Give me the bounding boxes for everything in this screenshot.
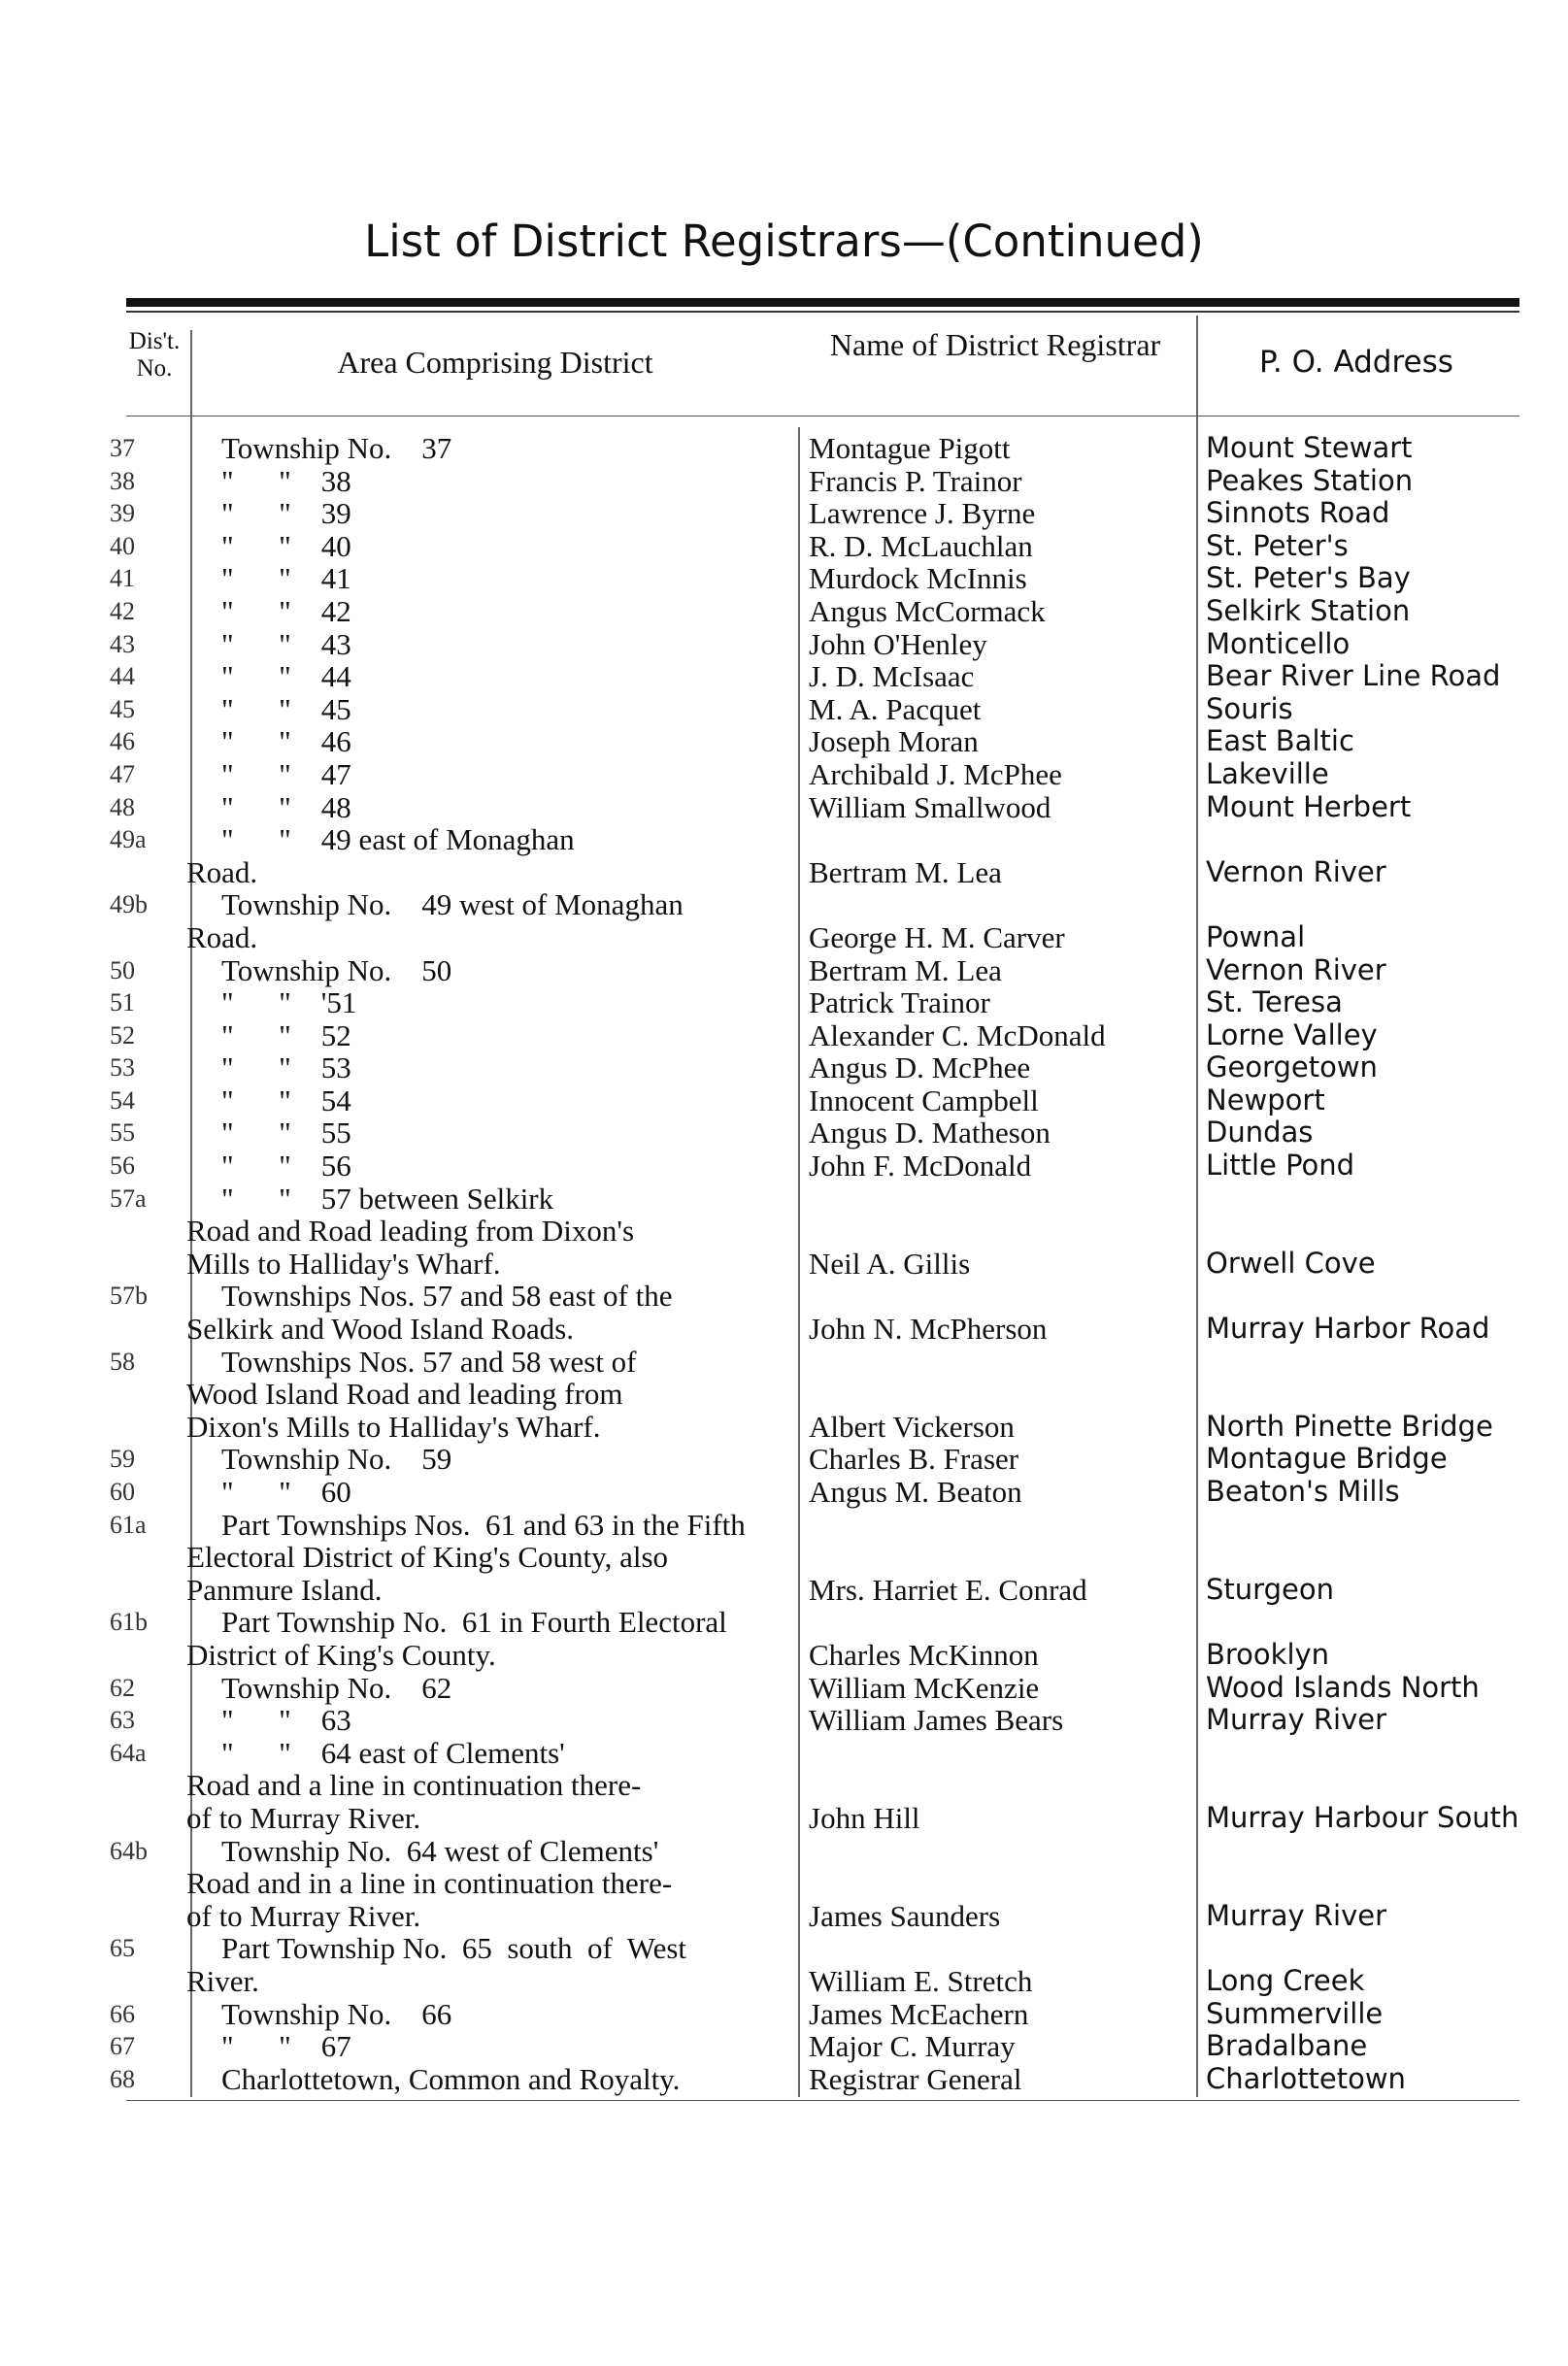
header-dist-no: Dis't. No.	[128, 328, 181, 382]
registrar-name: Charles B. Fraser	[809, 1442, 1019, 1477]
registrar-name: John N. McPherson	[809, 1312, 1048, 1347]
registrar-name: James Saunders	[809, 1898, 1001, 1933]
po-address: Bradalbane	[1206, 2029, 1368, 2063]
registrar-name: Angus M. Beaton	[809, 1475, 1022, 1509]
registrar-name: William E. Stretch	[809, 1963, 1033, 1998]
area-text: Township No. 49 west of Monaghan	[221, 887, 684, 922]
area-text: District of King's County.	[186, 1637, 496, 1672]
area-text: " " 53	[221, 1050, 351, 1085]
area-text: " " 56	[221, 1149, 351, 1183]
area-text: " " 40	[221, 528, 351, 563]
area-text: Township No. 64 west of Clements'	[221, 1833, 659, 1868]
district-number: 40	[110, 531, 135, 560]
table-row	[0, 1835, 1568, 1933]
district-number: 39	[110, 499, 135, 528]
district-number: 38	[110, 466, 135, 495]
registrar-name: John O'Henley	[809, 626, 987, 661]
po-address: St. Peter's Bay	[1206, 561, 1411, 595]
registrar-name: Registrar General	[809, 2061, 1022, 2096]
po-address: Mount Herbert	[1206, 789, 1412, 823]
table-row	[0, 1672, 1568, 1705]
district-number: 42	[110, 596, 135, 625]
area-text: " " 63	[221, 1703, 351, 1738]
table-row	[0, 823, 1568, 888]
area-text: Road.	[186, 919, 258, 954]
top-rule-thin	[126, 311, 1519, 313]
po-address: Charlottetown	[1206, 2061, 1406, 2095]
po-address: Murray Harbour South	[1206, 1800, 1519, 1834]
area-text: " " 43	[221, 626, 351, 661]
po-address: Little Pond	[1206, 1149, 1355, 1183]
po-address: Pownal	[1206, 919, 1306, 953]
district-number: 52	[110, 1020, 135, 1050]
table-row	[0, 1443, 1568, 1476]
table-row	[0, 595, 1568, 628]
district-number: 47	[110, 759, 135, 788]
area-text: " " 60	[221, 1475, 351, 1509]
table-row	[0, 1509, 1568, 1607]
district-number: 64a	[110, 1738, 147, 1767]
area-text: Electoral District of King's County, also	[186, 1540, 669, 1575]
district-number: 37	[110, 434, 135, 462]
po-address: St. Teresa	[1206, 985, 1343, 1019]
district-number: 49b	[110, 890, 148, 919]
po-address: Lakeville	[1206, 756, 1329, 790]
area-text: Township No. 37	[221, 431, 452, 465]
table-row	[0, 1704, 1568, 1737]
area-text: Selkirk and Wood Island Roads.	[186, 1312, 575, 1347]
district-number: 68	[110, 2064, 135, 2093]
po-address: Peakes Station	[1206, 463, 1414, 497]
area-text: " " 47	[221, 756, 351, 791]
header-registrar: Name of District Registrar	[829, 327, 1161, 362]
district-number: 64b	[110, 1836, 148, 1865]
table-row	[0, 465, 1568, 498]
registrar-name: Bertram M. Lea	[809, 854, 1002, 889]
area-text: " " 55	[221, 1116, 351, 1150]
po-address: Montague Bridge	[1206, 1442, 1448, 1476]
registrar-name: Angus D. Matheson	[809, 1116, 1051, 1150]
table-row	[0, 2030, 1568, 2063]
registrar-name: William James Bears	[809, 1703, 1064, 1738]
area-text: " " '51	[221, 985, 357, 1020]
district-number: 56	[110, 1151, 135, 1181]
po-address: Sturgeon	[1206, 1572, 1334, 1606]
registrar-name: Mrs. Harriet E. Conrad	[809, 1572, 1087, 1607]
table-row	[0, 1606, 1568, 1671]
area-text: " " 52	[221, 1017, 351, 1052]
po-address: Vernon River	[1206, 854, 1386, 888]
po-address: Bear River Line Road	[1206, 659, 1501, 693]
table-row	[0, 1737, 1568, 1835]
table-row	[0, 1183, 1568, 1281]
district-number: 66	[110, 1999, 135, 2028]
table-row	[0, 1346, 1568, 1444]
district-number: 61b	[110, 1608, 148, 1637]
area-text: River.	[186, 1963, 259, 1998]
area-text: " " 64 east of Clements'	[221, 1735, 565, 1770]
po-address: Georgetown	[1206, 1050, 1378, 1084]
table-row	[0, 497, 1568, 530]
district-number: 45	[110, 694, 135, 723]
area-text: Road and a line in continuation there-	[186, 1768, 642, 1803]
area-text: " " 48	[221, 789, 351, 824]
bottom-rule	[126, 2100, 1519, 2101]
area-text: Township No. 50	[221, 952, 452, 987]
po-address: Wood Islands North	[1206, 1670, 1480, 1704]
district-number: 43	[110, 629, 135, 658]
registrar-name: Charles McKinnon	[809, 1637, 1039, 1672]
registrar-name: Montague Pigott	[809, 431, 1011, 465]
area-text: Townships Nos. 57 and 58 east of the	[221, 1279, 673, 1314]
area-text: " " 49 east of Monaghan	[221, 822, 575, 857]
area-text: " " 46	[221, 724, 351, 759]
area-text: Township No. 59	[221, 1442, 452, 1477]
registrar-name: John Hill	[809, 1800, 920, 1835]
district-number: 41	[110, 564, 135, 593]
page-title: List of District Registrars—(Continued)	[364, 216, 1204, 267]
area-text: Part Township No. 61 in Fourth Electoral	[221, 1605, 727, 1640]
table-row	[0, 1932, 1568, 1997]
table-row	[0, 791, 1568, 824]
table-row	[0, 2063, 1568, 2096]
registrar-name: J. D. McIsaac	[809, 659, 975, 694]
area-text: Road and in a line in continuation there-	[186, 1866, 673, 1901]
area-text: " " 45	[221, 691, 351, 726]
po-address: Vernon River	[1206, 952, 1386, 986]
table-row	[0, 888, 1568, 953]
area-text: Part Townships Nos. 61 and 63 in the Fifth	[221, 1507, 746, 1542]
registrar-name: William McKenzie	[809, 1670, 1040, 1705]
district-number: 63	[110, 1706, 135, 1735]
po-address: Mount Stewart	[1206, 431, 1413, 464]
registrar-name: Major C. Murray	[809, 2029, 1016, 2064]
table-row	[0, 1998, 1568, 2031]
registrar-name: Neil A. Gillis	[809, 1246, 971, 1281]
registrar-name: Joseph Moran	[809, 724, 979, 759]
table-row	[0, 986, 1568, 1019]
po-address: Newport	[1206, 1083, 1325, 1116]
header-rule	[126, 416, 1519, 417]
table-row	[0, 562, 1568, 595]
po-address: Selkirk Station	[1206, 593, 1411, 627]
po-address: Summerville	[1206, 1996, 1384, 2030]
registrar-name: Angus McCormack	[809, 593, 1046, 628]
area-text: Townships Nos. 57 and 58 west of	[221, 1344, 637, 1379]
district-number: 57a	[110, 1183, 147, 1213]
registrar-name: Angus D. McPhee	[809, 1050, 1031, 1085]
area-text: " " 41	[221, 561, 351, 596]
registrar-name: Lawrence J. Byrne	[809, 496, 1036, 531]
area-text: " " 54	[221, 1083, 351, 1117]
area-text: of to Murray River.	[186, 1800, 421, 1835]
area-text: " " 44	[221, 659, 351, 694]
district-number: 59	[110, 1445, 135, 1474]
area-text: Wood Island Road and leading from	[186, 1377, 623, 1412]
area-text: Mills to Halliday's Wharf.	[186, 1246, 501, 1281]
table-row	[0, 1476, 1568, 1509]
district-number: 60	[110, 1478, 135, 1506]
po-address: Sinnots Road	[1206, 496, 1390, 530]
registrar-name: Alexander C. McDonald	[809, 1017, 1106, 1052]
area-text: Township No. 62	[221, 1670, 452, 1705]
registrar-table	[0, 432, 1568, 2095]
table-row	[0, 1084, 1568, 1117]
area-text: " " 57 between Selkirk	[221, 1181, 554, 1216]
area-text: Dixon's Mills to Halliday's Wharf.	[186, 1409, 601, 1444]
registrar-name: Patrick Trainor	[809, 985, 990, 1020]
registrar-name: M. A. Pacquet	[809, 691, 982, 726]
district-number: 48	[110, 792, 135, 821]
po-address: Souris	[1206, 691, 1293, 725]
table-row	[0, 660, 1568, 693]
registrar-name: Bertram M. Lea	[809, 952, 1002, 987]
area-text: " " 67	[221, 2029, 351, 2064]
district-number: 62	[110, 1673, 135, 1702]
table-row	[0, 758, 1568, 791]
district-number: 54	[110, 1085, 135, 1115]
header-po-address: P. O. Address	[1259, 345, 1453, 380]
po-address: Murray Harbor Road	[1206, 1312, 1490, 1346]
po-address: Dundas	[1206, 1116, 1314, 1150]
district-number: 65	[110, 1934, 135, 1963]
table-row	[0, 725, 1568, 758]
top-rule	[126, 298, 1519, 307]
area-text: Road and Road leading from Dixon's	[186, 1214, 635, 1249]
po-address: Orwell Cove	[1206, 1246, 1376, 1280]
registrar-name: James McEachern	[809, 1996, 1029, 2031]
table-row	[0, 1116, 1568, 1150]
po-address: Murray River	[1206, 1703, 1387, 1737]
district-number: 49a	[110, 825, 147, 854]
table-row	[0, 1019, 1568, 1052]
registrar-name: John F. McDonald	[809, 1149, 1032, 1183]
district-number: 61a	[110, 1510, 147, 1539]
district-number: 67	[110, 2032, 135, 2061]
po-address: Long Creek	[1206, 1963, 1365, 1997]
registrar-name: Innocent Campbell	[809, 1083, 1039, 1117]
area-text: " " 42	[221, 593, 351, 628]
po-address: Murray River	[1206, 1898, 1387, 1932]
area-text: Part Township No. 65 south of West	[221, 1931, 687, 1966]
registrar-name: Murdock McInnis	[809, 561, 1027, 596]
district-number: 53	[110, 1053, 135, 1083]
po-address: North Pinette Bridge	[1206, 1409, 1493, 1443]
table-row	[0, 1051, 1568, 1084]
district-number: 44	[110, 662, 135, 691]
registrar-name: George H. M. Carver	[809, 919, 1065, 954]
area-text: " " 39	[221, 496, 351, 531]
po-address: Brooklyn	[1206, 1637, 1330, 1671]
table-row	[0, 693, 1568, 726]
district-number: 46	[110, 727, 135, 756]
table-row	[0, 530, 1568, 563]
district-number: 58	[110, 1347, 135, 1376]
registrar-name: Archibald J. McPhee	[809, 756, 1062, 791]
registrar-name: William Smallwood	[809, 789, 1051, 824]
district-number: 50	[110, 955, 135, 984]
area-text: of to Murray River.	[186, 1898, 421, 1933]
registrar-name: Albert Vickerson	[809, 1409, 1015, 1444]
table-row	[0, 432, 1568, 465]
table-row	[0, 1150, 1568, 1183]
po-address: St. Peter's	[1206, 528, 1349, 562]
area-text: Charlottetown, Common and Royalty.	[221, 2061, 681, 2096]
registrar-name: Francis P. Trainor	[809, 463, 1022, 498]
area-text: Township No. 66	[221, 1996, 452, 2031]
district-number: 55	[110, 1118, 135, 1148]
table-row	[0, 628, 1568, 661]
district-number: 57b	[110, 1282, 148, 1311]
registrar-name: R. D. McLauchlan	[809, 528, 1033, 563]
table-row	[0, 954, 1568, 987]
area-text: Panmure Island.	[186, 1572, 383, 1607]
po-address: Beaton's Mills	[1206, 1475, 1400, 1508]
po-address: East Baltic	[1206, 724, 1354, 758]
po-address: Lorne Valley	[1206, 1017, 1378, 1051]
district-number: 51	[110, 988, 135, 1017]
area-text: Road.	[186, 854, 258, 889]
area-text: " " 38	[221, 463, 351, 498]
header-area: Area Comprising District	[337, 345, 653, 380]
table-row	[0, 1280, 1568, 1345]
po-address: Monticello	[1206, 626, 1351, 660]
